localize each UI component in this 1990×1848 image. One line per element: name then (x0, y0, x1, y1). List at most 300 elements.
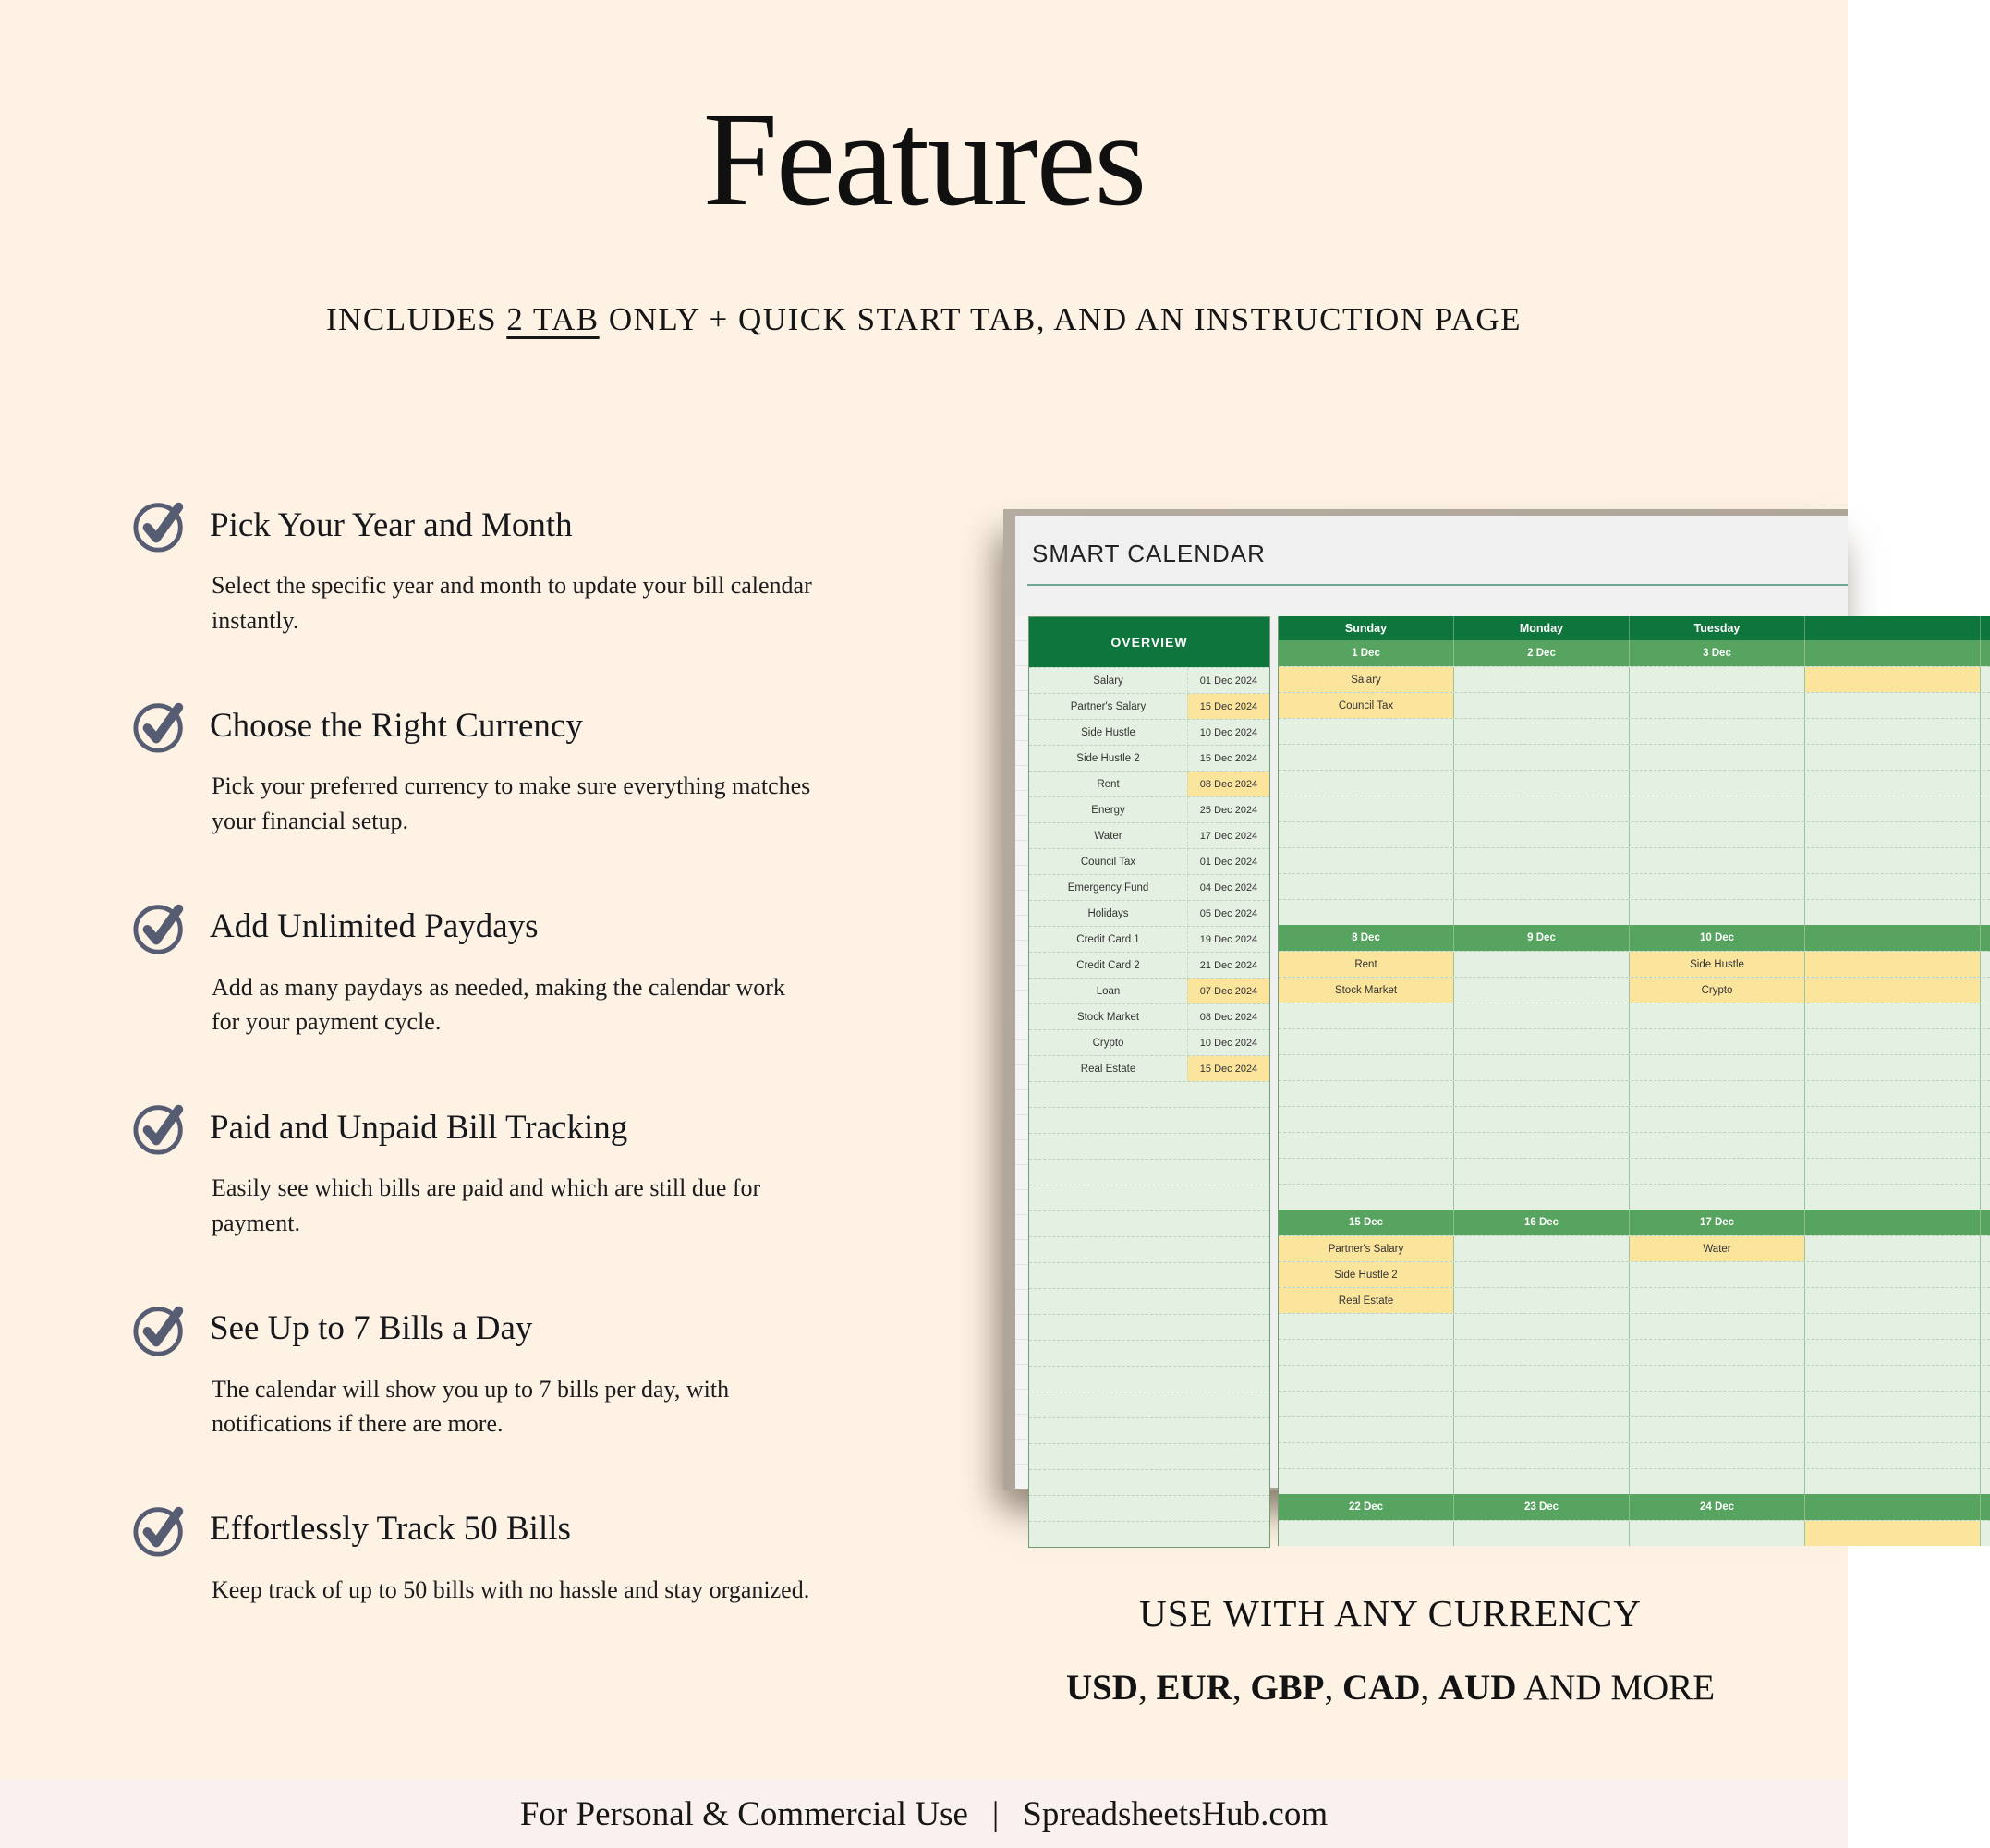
footer-site-url: SpreadsheetsHub.com (1023, 1794, 1329, 1833)
calendar-bill-row (1279, 1416, 1990, 1442)
calendar-bill-cell (1805, 1262, 1981, 1287)
calendar-bill-cell (1279, 796, 1454, 821)
overview-bill-name: Side Hustle 2 (1076, 752, 1140, 764)
calendar-bill-cell: Salary (1279, 667, 1454, 692)
calendar-bill-cell (1630, 796, 1805, 821)
calendar-bill-cell (1630, 1288, 1805, 1313)
feature-item (132, 496, 812, 638)
feature-list (132, 496, 812, 1667)
calendar-bill-cell (1805, 1185, 1981, 1210)
footer (0, 1780, 1848, 1848)
calendar-bill-cell (1805, 1469, 1981, 1494)
overview-bill-name: Emergency Fund (1067, 881, 1149, 894)
calendar-bill-cell (1454, 952, 1630, 977)
currency-code: CAD (1342, 1668, 1421, 1708)
overview-bill-name: Credit Card 2 (1076, 959, 1140, 971)
calendar-day-header-row (1279, 616, 1990, 640)
calendar-bill-row (1279, 1391, 1990, 1416)
overview-bill-date: 10 Dec 2024 (1187, 1030, 1269, 1055)
calendar-table (1278, 616, 1990, 1546)
overview-bill-name: Energy (1091, 804, 1125, 816)
calendar-bill-cell (1279, 1107, 1454, 1132)
overview-empty-row (1029, 1366, 1269, 1392)
calendar-bill-cell: Side Hustle (1630, 952, 1805, 977)
overview-bill-name: Loan (1096, 985, 1121, 997)
calendar-bill-cell (1630, 900, 1805, 925)
calendar-bill-cell (1279, 1340, 1454, 1365)
overview-bill-date: 04 Dec 2024 (1187, 875, 1269, 900)
calendar-bill-row (1279, 1261, 1990, 1287)
currency-codes: USD, EUR, GBP, CAD, AUD AND MORE (1065, 1668, 1716, 1708)
calendar-bill-cell (1279, 1159, 1454, 1184)
calendar-day-header: Tuesday (1630, 616, 1805, 640)
subtitle (0, 301, 1848, 338)
overview-empty-row (1029, 1314, 1269, 1340)
calendar-bill-cell (1805, 952, 1981, 977)
overview-bill-date: 15 Dec 2024 (1187, 746, 1269, 771)
overview-bill-date: 19 Dec 2024 (1187, 927, 1269, 952)
page-title: Features (702, 84, 1146, 234)
currency-note (933, 1591, 1848, 1708)
calendar-date-cell (1805, 1210, 1981, 1235)
overview-empty-row (1029, 1133, 1269, 1159)
calendar-bill-row (1279, 977, 1990, 1003)
calendar-bill-cell (1454, 745, 1630, 770)
overview-row (1029, 874, 1269, 900)
calendar-bill-cell (1630, 1443, 1805, 1468)
overview-empty-row (1029, 1262, 1269, 1288)
calendar-bill-row (1279, 1235, 1990, 1261)
feature-item (132, 1501, 810, 1608)
overview-bill-date: 05 Dec 2024 (1187, 901, 1269, 926)
calendar-bill-cell (1279, 1443, 1454, 1468)
calendar-bill-cell (1630, 1159, 1805, 1184)
overview-bill-name: Rent (1097, 778, 1120, 790)
calendar-bill-cell (1279, 900, 1454, 925)
spreadsheet-window (1015, 516, 1848, 1513)
overview-header: OVERVIEW (1029, 617, 1269, 667)
calendar-bill-cell (1805, 745, 1981, 770)
subtitle-underlined: 2 TAB (506, 301, 600, 337)
check-circle-icon (132, 1300, 189, 1357)
calendar-bill-cell: Rent (1279, 952, 1454, 977)
calendar-date-cell: 17 Dec (1630, 1210, 1805, 1235)
calendar-bill-cell (1630, 667, 1805, 692)
calendar-bill-cell (1805, 822, 1981, 847)
calendar-bill-cell (1454, 848, 1630, 873)
calendar-date-row (1279, 1494, 1990, 1520)
calendar-bill-cell (1805, 1366, 1981, 1391)
calendar-date-cell: 1 Dec (1279, 640, 1454, 666)
calendar-bill-row (1279, 1132, 1990, 1158)
calendar-bill-cell (1630, 771, 1805, 796)
calendar-bill-row (1279, 744, 1990, 770)
calendar-bill-row (1279, 847, 1990, 873)
overview-row (1029, 745, 1269, 771)
calendar-bill-cell (1454, 1288, 1630, 1313)
calendar-bill-cell (1805, 1314, 1981, 1339)
sheet-title: SMART CALENDAR (1032, 540, 1266, 567)
overview-bill-name: Stock Market (1076, 1011, 1140, 1023)
calendar-bill-row (1279, 873, 1990, 899)
calendar-bill-cell (1279, 1081, 1454, 1106)
calendar-bill-cell (1454, 1314, 1630, 1339)
calendar-bill-cell (1454, 1081, 1630, 1106)
feature-heading-row (132, 1099, 779, 1156)
calendar-bill-cell (1630, 1107, 1805, 1132)
calendar-bill-row (1279, 951, 1990, 977)
calendar-bill-cell (1279, 1469, 1454, 1494)
calendar-bill-row (1279, 1468, 1990, 1494)
calendar-bill-cell (1279, 1521, 1454, 1546)
overview-empty-row (1029, 1469, 1269, 1495)
calendar-bill-cell (1279, 1133, 1454, 1158)
currency-code: GBP (1250, 1668, 1325, 1708)
feature-title: Effortlessly Track 50 Bills (210, 1510, 571, 1549)
calendar-bill-cell: Partner's Salary (1279, 1236, 1454, 1261)
overview-row (1029, 1003, 1269, 1029)
overview-row (1029, 900, 1269, 926)
currency-heading: USE WITH ANY CURRENCY (1139, 1592, 1642, 1635)
calendar-bill-cell (1630, 1366, 1805, 1391)
calendar-bill-cell: Crypto (1630, 978, 1805, 1003)
feature-item (132, 697, 811, 838)
calendar-bill-cell (1805, 1003, 1981, 1028)
calendar-bill-cell (1805, 667, 1981, 692)
calendar-bill-row (1279, 1313, 1990, 1339)
spreadsheet-screenshot (1003, 509, 1848, 1513)
calendar-bill-cell: Council Tax (1279, 693, 1454, 718)
calendar-date-cell: 3 Dec (1630, 640, 1805, 666)
calendar-bill-cell (1279, 848, 1454, 873)
calendar-bill-row (1279, 718, 1990, 744)
feature-heading-row (132, 496, 779, 553)
calendar-bill-cell (1805, 1055, 1981, 1080)
calendar-bill-cell (1454, 900, 1630, 925)
calendar-bill-cell (1279, 1417, 1454, 1442)
overview-empty-row (1029, 1185, 1269, 1210)
calendar-bill-cell (1454, 1029, 1630, 1054)
feature-title: Pick Your Year and Month (210, 505, 573, 544)
calendar-bill-cell (1805, 978, 1981, 1003)
feature-description: Pick your preferred currency to make sure everything matches your financial setup. (212, 772, 811, 835)
overview-empty-row (1029, 1159, 1269, 1185)
calendar-bill-row (1279, 1339, 1990, 1365)
overview-bill-name: Water (1094, 830, 1122, 842)
overview-bill-name: Credit Card 1 (1076, 933, 1140, 945)
overview-bill-name: Partner's Salary (1070, 700, 1147, 712)
feature-description: Select the specific year and month to update your bill calendar instantly. (212, 572, 812, 634)
overview-row (1029, 926, 1269, 952)
calendar-bill-cell (1279, 771, 1454, 796)
calendar-bill-cell (1279, 1003, 1454, 1028)
calendar-bill-cell (1630, 1133, 1805, 1158)
check-circle-icon (132, 496, 189, 553)
calendar-date-row (1279, 640, 1990, 666)
calendar-bill-cell (1805, 1236, 1981, 1261)
overview-bill-date: 07 Dec 2024 (1187, 979, 1269, 1003)
calendar-bill-cell (1454, 1055, 1630, 1080)
calendar-bill-cell (1454, 1521, 1630, 1546)
overview-row (1029, 848, 1269, 874)
calendar-bill-cell (1805, 1392, 1981, 1416)
overview-row (1029, 978, 1269, 1003)
calendar-bill-cell (1454, 1159, 1630, 1184)
calendar-bill-cell (1805, 1521, 1981, 1546)
overview-empty-row (1029, 1210, 1269, 1236)
calendar-bill-cell: Stock Market (1279, 978, 1454, 1003)
calendar-date-cell (1805, 640, 1981, 666)
calendar-bill-cell (1454, 771, 1630, 796)
footer-separator: | (991, 1794, 1000, 1833)
overview-row (1029, 719, 1269, 745)
calendar-bill-cell (1454, 1366, 1630, 1391)
calendar-bill-cell (1454, 667, 1630, 692)
calendar-bill-cell (1454, 719, 1630, 744)
calendar-bill-cell (1630, 1314, 1805, 1339)
calendar-date-cell (1805, 1494, 1981, 1520)
calendar-bill-row (1279, 821, 1990, 847)
calendar-bill-cell: Real Estate (1279, 1288, 1454, 1313)
calendar-bill-cell (1454, 693, 1630, 718)
feature-description: Keep track of up to 50 bills with no hassle and stay organized. (212, 1575, 810, 1603)
subtitle-suffix: ONLY + QUICK START TAB, AND AN INSTRUCTION PAGE (599, 301, 1522, 337)
calendar-bill-cell (1454, 1392, 1630, 1416)
calendar-bill-cell (1454, 822, 1630, 847)
calendar-bill-cell (1630, 1081, 1805, 1106)
calendar-bill-cell (1805, 1340, 1981, 1365)
calendar-bill-cell (1630, 1055, 1805, 1080)
calendar-bill-cell (1805, 1443, 1981, 1468)
overview-empty-row (1029, 1236, 1269, 1262)
overview-empty-row (1029, 1107, 1269, 1133)
calendar-date-cell: 23 Dec (1454, 1494, 1630, 1520)
calendar-bill-cell (1279, 1392, 1454, 1416)
calendar-bill-row (1279, 666, 1990, 692)
feature-description: Easily see which bills are paid and which are still due for payment. (212, 1174, 761, 1236)
calendar-day-header: Monday (1454, 616, 1630, 640)
calendar-bill-cell (1630, 1469, 1805, 1494)
feature-title: Choose the Right Currency (210, 706, 583, 745)
overview-row (1029, 667, 1269, 693)
feature-item (132, 1300, 779, 1441)
header (0, 0, 1848, 338)
overview-empty-row (1029, 1392, 1269, 1417)
feature-item (132, 898, 785, 1040)
calendar-bill-cell (1630, 1340, 1805, 1365)
check-circle-icon (132, 898, 189, 955)
calendar-bill-row (1279, 1054, 1990, 1080)
calendar-bill-cell (1279, 1366, 1454, 1391)
overview-bill-name: Holidays (1087, 907, 1129, 919)
overview-empty-row (1029, 1443, 1269, 1469)
overview-bill-name: Salary (1093, 675, 1123, 687)
subtitle-prefix: INCLUDES (325, 301, 507, 337)
calendar-bill-cell (1454, 1003, 1630, 1028)
calendar-bill-cell (1805, 848, 1981, 873)
calendar-bill-cell (1805, 1081, 1981, 1106)
calendar-bill-row (1279, 1080, 1990, 1106)
calendar-bill-cell (1279, 1055, 1454, 1080)
calendar-bill-cell (1805, 693, 1981, 718)
calendar-bill-cell (1279, 874, 1454, 899)
calendar-date-cell: 9 Dec (1454, 925, 1630, 951)
feature-heading-row (132, 1300, 779, 1357)
calendar-bill-row (1279, 1365, 1990, 1391)
calendar-bill-row (1279, 796, 1990, 821)
overview-row (1029, 822, 1269, 848)
feature-description: Add as many paydays as needed, making the calendar work for your payment cycle. (212, 973, 785, 1036)
calendar-bill-cell (1454, 1469, 1630, 1494)
feature-heading-row (132, 697, 779, 754)
overview-bill-date: 01 Dec 2024 (1187, 849, 1269, 874)
calendar-bill-cell (1805, 1029, 1981, 1054)
calendar-bill-row (1279, 692, 1990, 718)
calendar-bill-cell (1454, 874, 1630, 899)
calendar-bill-cell (1454, 1107, 1630, 1132)
overview-bill-date: 15 Dec 2024 (1187, 1056, 1269, 1081)
overview-empty-row (1029, 1495, 1269, 1521)
currency-code: EUR (1156, 1668, 1232, 1708)
overview-empty-row (1029, 1340, 1269, 1366)
calendar-bill-cell (1630, 822, 1805, 847)
overview-table (1028, 616, 1270, 1548)
calendar-bill-cell: Side Hustle 2 (1279, 1262, 1454, 1287)
calendar-bill-cell (1454, 796, 1630, 821)
calendar-day-header (1805, 616, 1981, 640)
calendar-bill-cell (1454, 1262, 1630, 1287)
feature-title: Add Unlimited Paydays (210, 907, 539, 946)
calendar-date-cell (1805, 925, 1981, 951)
overview-bill-date: 15 Dec 2024 (1187, 694, 1269, 719)
calendar-bill-cell (1805, 1417, 1981, 1442)
calendar-bill-cell (1805, 796, 1981, 821)
calendar-date-cell: 22 Dec (1279, 1494, 1454, 1520)
sheet-body (1015, 616, 1848, 1513)
calendar-bill-row (1279, 1287, 1990, 1313)
calendar-bill-cell (1630, 1262, 1805, 1287)
calendar-bill-cell: Water (1630, 1236, 1805, 1261)
calendar-bill-cell (1630, 745, 1805, 770)
check-circle-icon (132, 697, 189, 754)
overview-bill-name: Crypto (1092, 1037, 1124, 1049)
calendar-bill-cell (1454, 1340, 1630, 1365)
overview-bill-date: 08 Dec 2024 (1187, 772, 1269, 796)
calendar-date-cell: 2 Dec (1454, 640, 1630, 666)
feature-heading-row (132, 1501, 779, 1558)
calendar-bill-row (1279, 1520, 1990, 1546)
calendar-bill-cell (1454, 1417, 1630, 1442)
calendar-bill-cell (1630, 848, 1805, 873)
calendar-bill-cell (1454, 1185, 1630, 1210)
calendar-bill-cell (1630, 1392, 1805, 1416)
calendar-bill-cell (1630, 1521, 1805, 1546)
calendar-bill-row (1279, 1106, 1990, 1132)
calendar-bill-cell (1805, 900, 1981, 925)
feature-title: Paid and Unpaid Bill Tracking (210, 1108, 628, 1147)
calendar-date-cell: 15 Dec (1279, 1210, 1454, 1235)
calendar-bill-cell (1805, 1159, 1981, 1184)
footer-usage-text: For Personal & Commercial Use (519, 1794, 968, 1833)
currency-code: USD (1065, 1668, 1138, 1708)
calendar-bill-cell (1279, 1029, 1454, 1054)
overview-bill-name: Real Estate (1080, 1063, 1136, 1075)
calendar-bill-cell (1630, 874, 1805, 899)
overview-empty-row (1029, 1417, 1269, 1443)
calendar-bill-cell (1454, 1236, 1630, 1261)
calendar-bill-cell (1454, 1443, 1630, 1468)
overview-row (1029, 1029, 1269, 1055)
calendar-bill-cell (1630, 1003, 1805, 1028)
calendar-bill-cell (1279, 745, 1454, 770)
calendar-date-cell: 8 Dec (1279, 925, 1454, 951)
calendar-bill-row (1279, 1158, 1990, 1184)
calendar-bill-cell (1454, 978, 1630, 1003)
calendar-date-cell: 16 Dec (1454, 1210, 1630, 1235)
calendar-bill-cell (1630, 719, 1805, 744)
feature-title: See Up to 7 Bills a Day (210, 1309, 533, 1347)
calendar-bill-cell (1279, 822, 1454, 847)
calendar-bill-row (1279, 1442, 1990, 1468)
overview-row (1029, 952, 1269, 978)
calendar-bill-row (1279, 1003, 1990, 1028)
overview-bill-date: 17 Dec 2024 (1187, 823, 1269, 848)
calendar-bill-cell (1279, 1185, 1454, 1210)
currency-code: AUD (1438, 1668, 1517, 1708)
overview-bill-date: 01 Dec 2024 (1187, 668, 1269, 693)
calendar-bill-cell (1805, 1107, 1981, 1132)
calendar-bill-row (1279, 1184, 1990, 1210)
overview-bill-name: Council Tax (1080, 856, 1136, 868)
overview-row (1029, 771, 1269, 796)
calendar-bill-cell (1454, 1133, 1630, 1158)
calendar-bill-cell (1630, 1029, 1805, 1054)
feature-description: The calendar will show you up to 7 bills per day, with notifications if there are more. (212, 1375, 730, 1438)
overview-bill-name: Side Hustle (1081, 726, 1135, 738)
calendar-bill-cell (1805, 771, 1981, 796)
overview-row (1029, 693, 1269, 719)
overview-bill-date: 08 Dec 2024 (1187, 1004, 1269, 1029)
calendar-date-cell: 24 Dec (1630, 1494, 1805, 1520)
feature-item (132, 1099, 779, 1240)
overview-bill-date: 10 Dec 2024 (1187, 720, 1269, 745)
check-circle-icon (132, 1099, 189, 1156)
calendar-bill-row (1279, 770, 1990, 796)
overview-row (1029, 796, 1269, 822)
calendar-bill-cell (1630, 693, 1805, 718)
calendar-day-header: Sunday (1279, 616, 1454, 640)
overview-row (1029, 1055, 1269, 1081)
calendar-bill-cell (1805, 1288, 1981, 1313)
calendar-bill-cell (1279, 1314, 1454, 1339)
calendar-date-row (1279, 925, 1990, 951)
overview-bill-date: 21 Dec 2024 (1187, 953, 1269, 978)
calendar-bill-cell (1630, 1185, 1805, 1210)
calendar-bill-cell (1279, 719, 1454, 744)
check-circle-icon (132, 1501, 189, 1558)
calendar-date-cell: 10 Dec (1630, 925, 1805, 951)
overview-empty-row (1029, 1288, 1269, 1314)
sheet-gutter (1015, 616, 1028, 1489)
overview-rows (1029, 667, 1269, 1547)
calendar-bill-cell (1630, 1417, 1805, 1442)
calendar-bill-row (1279, 1028, 1990, 1054)
overview-empty-row (1029, 1081, 1269, 1107)
sheet-divider (1027, 584, 1848, 586)
feature-heading-row (132, 898, 779, 955)
calendar-date-row (1279, 1210, 1990, 1235)
calendar-bill-cell (1805, 874, 1981, 899)
